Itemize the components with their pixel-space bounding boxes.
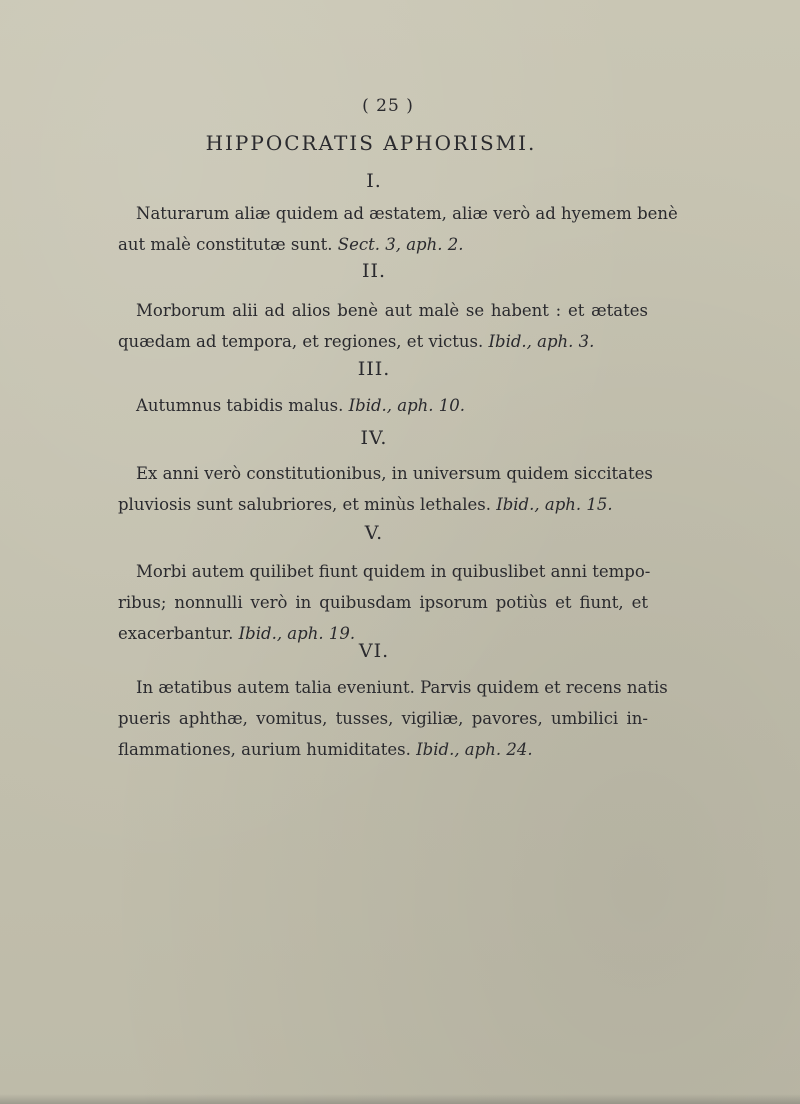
aphorism-3-reference: Ibid., aph. 10. bbox=[348, 396, 466, 415]
aphorism-2 bbox=[118, 295, 648, 357]
aphorism-6-line-1: In ætatibus autem talia eveniunt. Parvis quidem et recens natis bbox=[136, 678, 668, 697]
aphorism-5-reference: Ibid., aph. 19. bbox=[238, 624, 356, 643]
aphorism-1-line-2 bbox=[118, 229, 648, 260]
aphorism-6-reference: Ibid., aph. 24. bbox=[416, 740, 533, 759]
aphorism-6-line-3 bbox=[118, 734, 648, 765]
aphorism-1-text: aut malè constitutæ sunt. bbox=[118, 235, 333, 254]
aphorism-5-line-2: ribus; nonnulli verò in quibusdam ipsorum potiùs et fiunt, et bbox=[118, 593, 648, 612]
aphorism-5-text: exacerbantur. bbox=[118, 624, 234, 643]
aphorism-2-line-1: Morborum alii ad alios benè aut malè se habent : et ætates bbox=[136, 301, 648, 320]
section-heading-1: I. bbox=[366, 170, 382, 192]
aphorism-4-line-1: Ex anni verò constitutionibus, in universum quidem siccitates bbox=[136, 464, 653, 483]
aphorism-1-reference: Sect. 3, aph. 2. bbox=[337, 235, 464, 254]
aphorism-2-reference: Ibid., aph. 3. bbox=[488, 332, 595, 351]
aphorism-4-reference: Ibid., aph. 15. bbox=[496, 495, 613, 514]
aphorism-1 bbox=[118, 198, 678, 260]
page-edge-shadow bbox=[0, 1094, 800, 1104]
aphorism-3-line-1 bbox=[118, 390, 648, 421]
aphorism-3 bbox=[118, 390, 648, 421]
aphorism-2-text: quædam ad tempora, et regiones, et victus. bbox=[118, 332, 484, 351]
page-number: ( 25 ) bbox=[362, 96, 414, 116]
aphorism-2-line-2 bbox=[118, 326, 648, 357]
aphorism-3-text: Autumnus tabidis malus. bbox=[136, 396, 344, 415]
section-heading-2: II. bbox=[361, 260, 387, 282]
section-heading-5: V. bbox=[364, 522, 384, 544]
aphorism-6-line-2: pueris aphthæ, vomitus, tusses, vigiliæ, pavores, umbilici in- bbox=[118, 709, 648, 728]
aphorism-6 bbox=[118, 672, 668, 765]
aphorism-1-line-1: Naturarum aliæ quidem ad æstatem, aliæ verò ad hyemem benè bbox=[136, 204, 678, 223]
aphorism-4-text: pluviosis sunt salubriores, et minùs lethales. bbox=[118, 495, 491, 514]
aphorism-5 bbox=[118, 556, 651, 649]
section-heading-4: IV. bbox=[360, 427, 388, 449]
section-heading-3: III. bbox=[357, 358, 391, 380]
aphorism-5-line-1: Morbi autem quilibet fiunt quidem in quibuslibet anni tempo- bbox=[136, 562, 651, 581]
aphorism-6-text: flammationes, aurium humiditates. bbox=[118, 740, 411, 759]
aphorism-4 bbox=[118, 458, 653, 520]
section-heading-6: VI. bbox=[358, 640, 390, 662]
aphorism-4-line-2 bbox=[118, 489, 648, 520]
page-title: HIPPOCRATIS APHORISMI. bbox=[205, 131, 537, 155]
